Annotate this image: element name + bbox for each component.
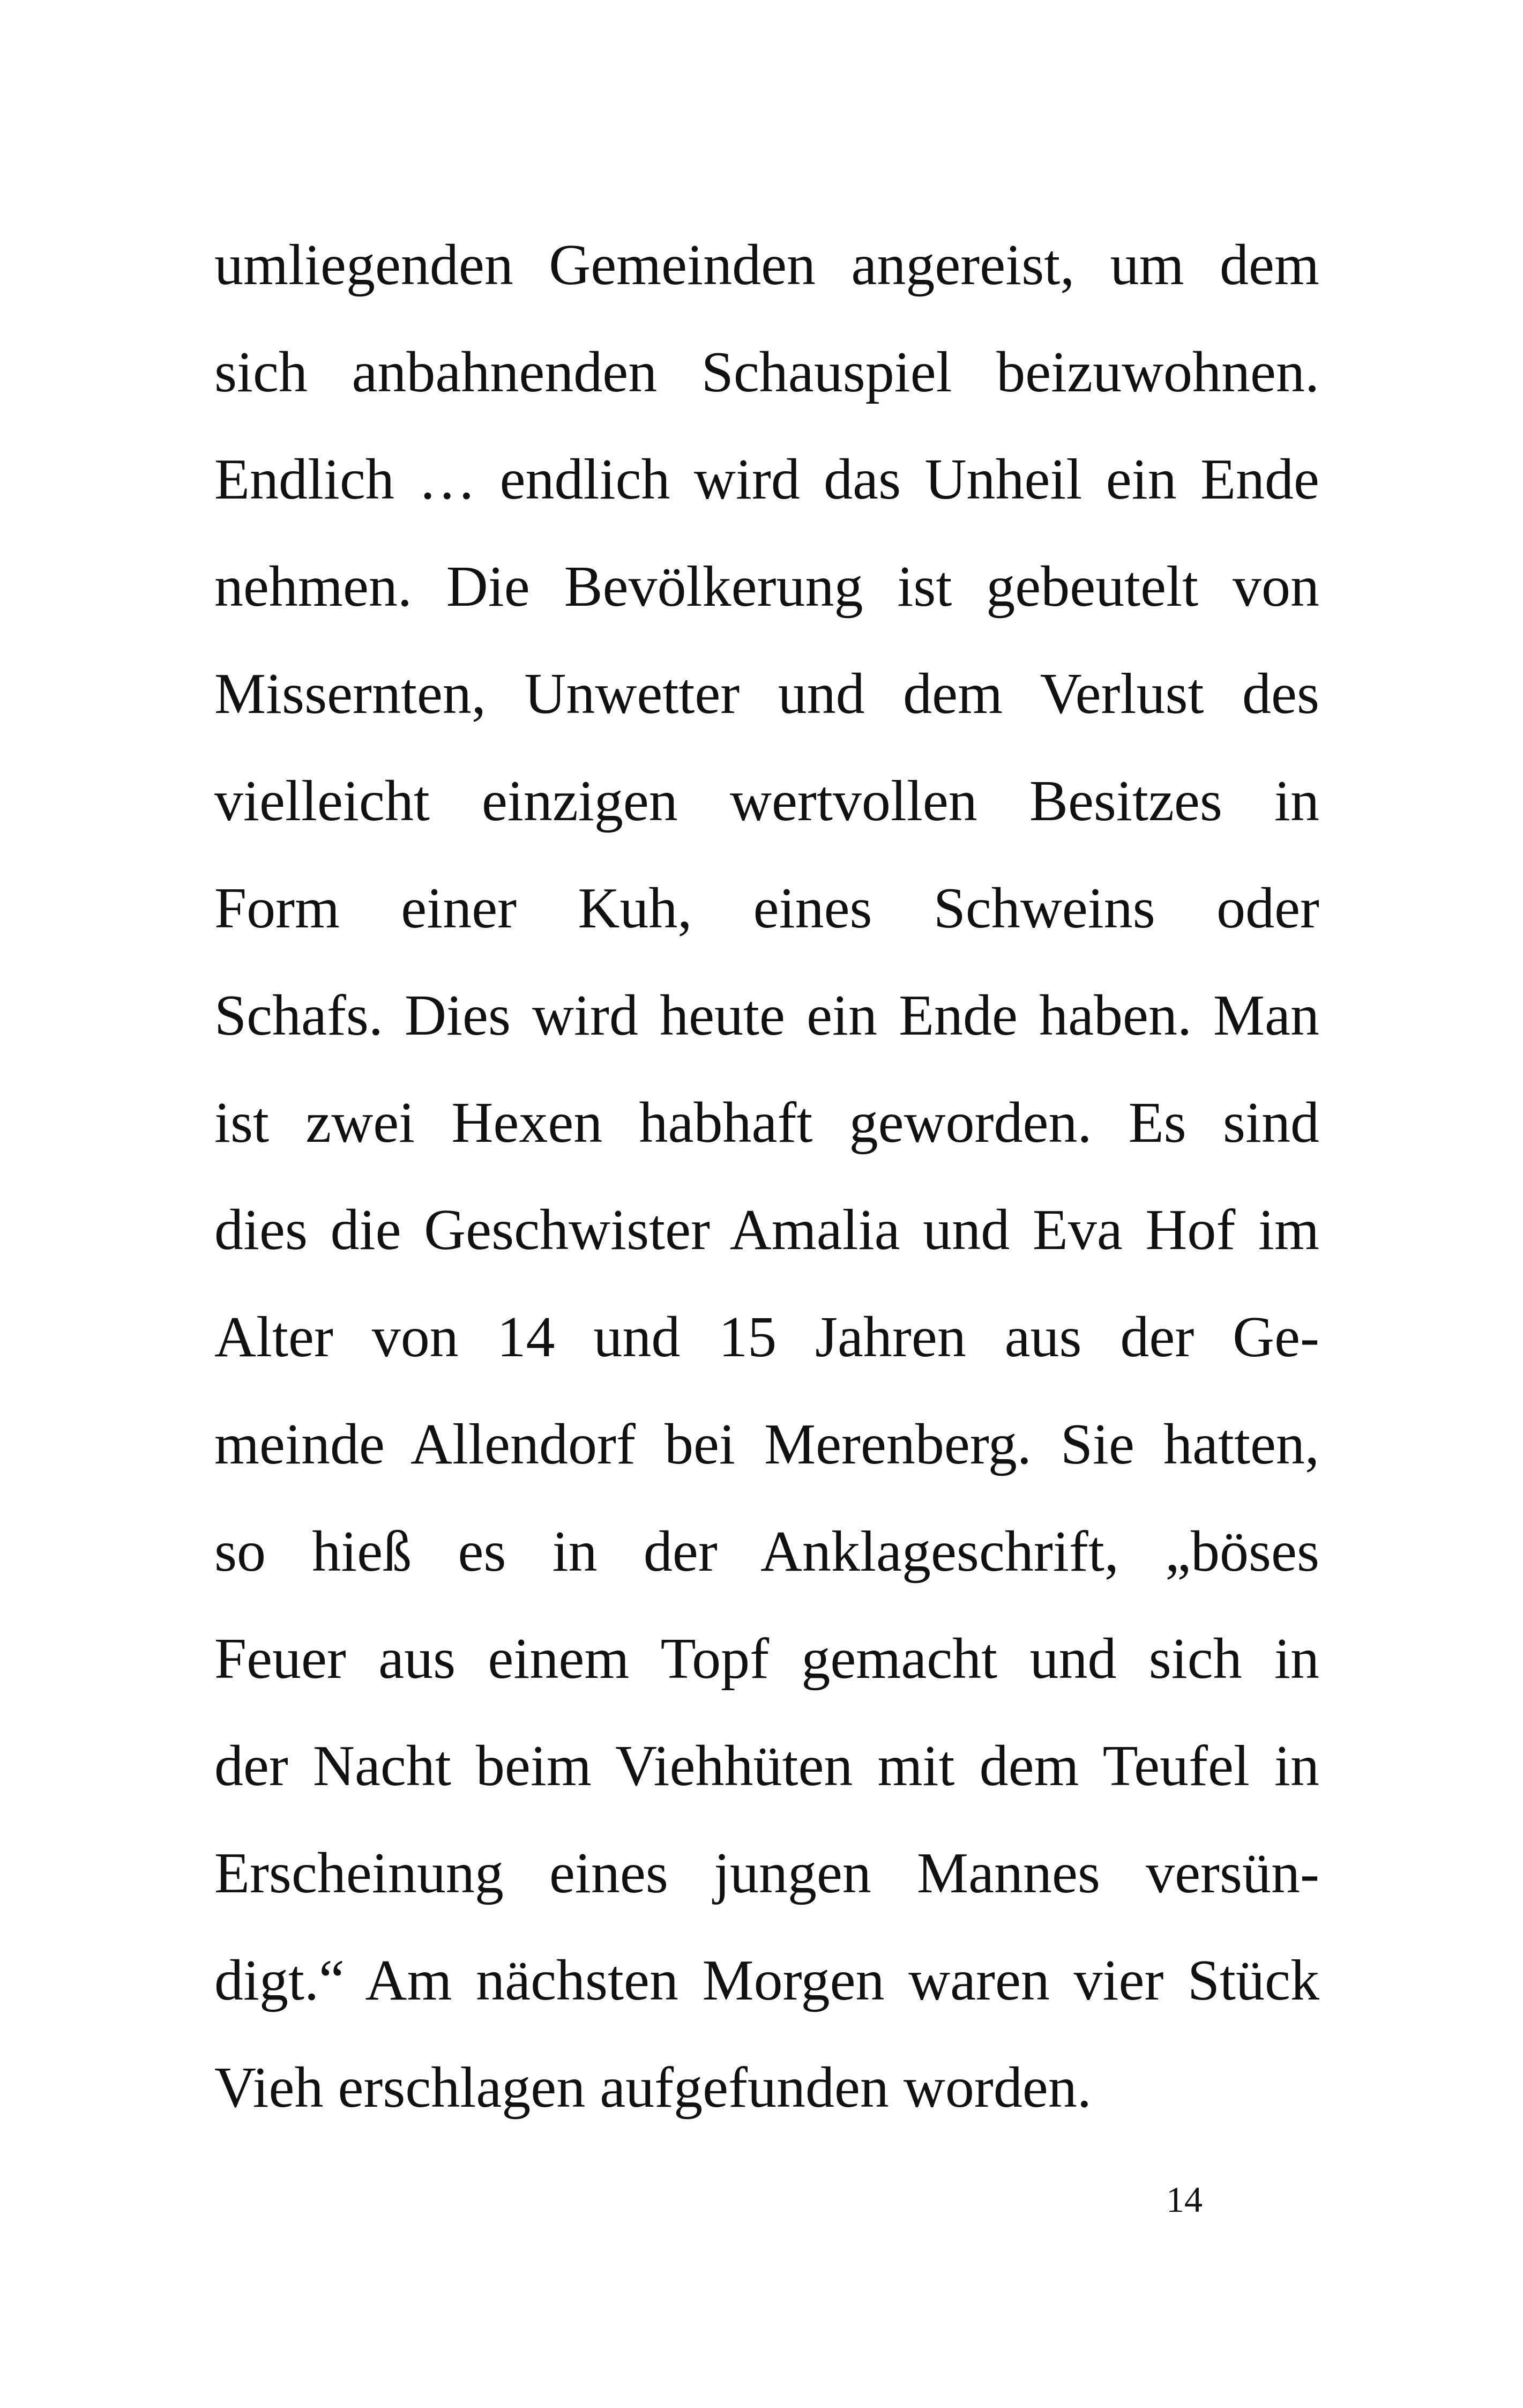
text-line: dies die Geschwister Amalia und Eva Hof im: [214, 1198, 1319, 1262]
text-line: vielleicht einzigen wertvollen Besitzes in: [214, 769, 1319, 833]
text-line: Feuer aus einem Topf gemacht und sich in: [214, 1627, 1319, 1691]
text-line: nehmen. Die Bevölkerung ist gebeutelt von: [214, 555, 1319, 619]
text-line: sich anbahnenden Schauspiel beizuwohnen.: [214, 340, 1319, 404]
text-line: Missernten, Unwetter und dem Verlust des: [214, 662, 1319, 726]
text-line: so hieß es in der Anklageschrift, „böses: [214, 1520, 1319, 1584]
body-paragraph: [214, 212, 1319, 2142]
page-number: 14: [1166, 2179, 1203, 2220]
text-line-last: Vieh erschlagen aufgefunden worden.: [214, 2056, 1092, 2120]
text-line: umliegenden Gemeinden angereist, um dem: [214, 233, 1319, 297]
text-line: digt.“ Am nächsten Morgen waren vier Stück: [214, 1949, 1319, 2012]
text-line: der Nacht beim Viehhüten mit dem Teufel in: [214, 1734, 1319, 1798]
text-line: Form einer Kuh, eines Schweins oder: [214, 876, 1319, 940]
text-line: meinde Allendorf bei Merenberg. Sie hatten,: [214, 1413, 1319, 1476]
text-line: Schafs. Dies wird heute ein Ende haben. Man: [214, 984, 1319, 1047]
text-line: Erscheinung eines jungen Mannes versün-: [214, 1841, 1319, 1905]
text-line: Endlich … endlich wird das Unheil ein Ende: [214, 448, 1319, 511]
text-line: Alter von 14 und 15 Jahren aus der Ge-: [214, 1305, 1319, 1369]
text-line: ist zwei Hexen habhaft geworden. Es sind: [214, 1091, 1319, 1155]
